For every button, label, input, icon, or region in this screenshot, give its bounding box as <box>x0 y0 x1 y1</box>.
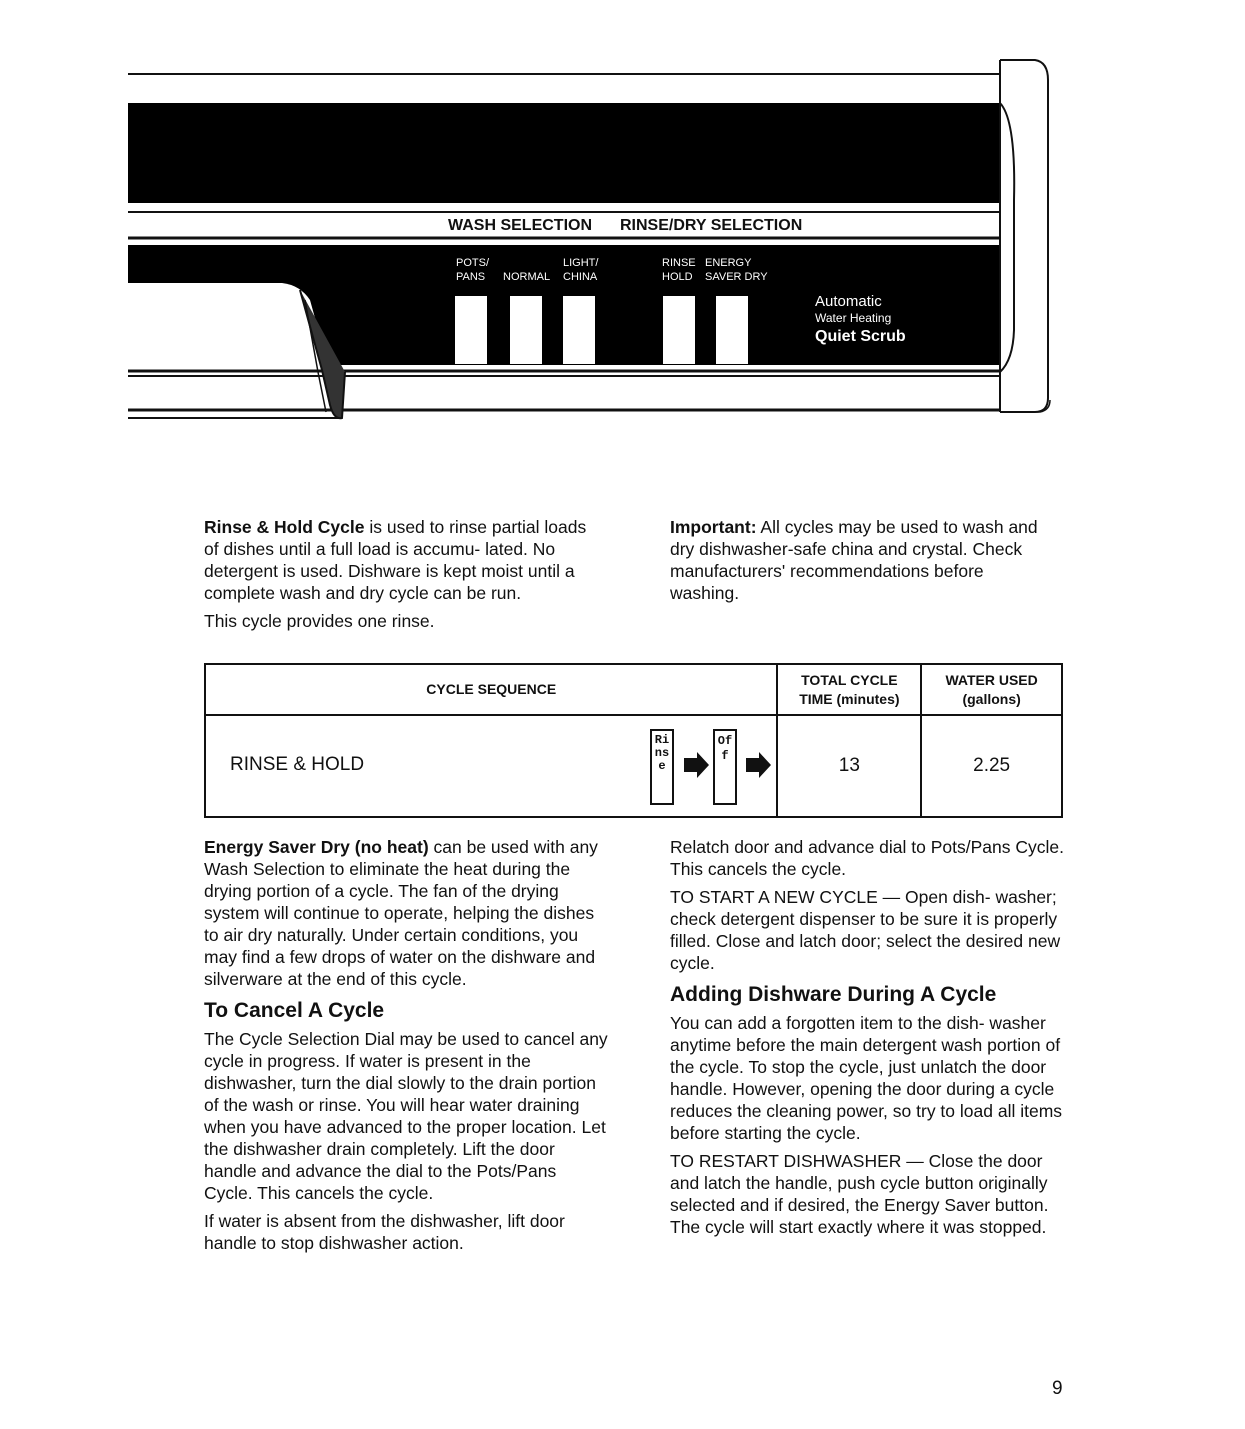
cancel-cycle-text: The Cycle Selection Dial may be used to cancel any cycle in progress. If water is present in the dishwasher, turn the dial slowly to the drain portion of the wash or rinse. You will hear water draining when you have advanced to the proper location. Let the dishwasher drain completely. Lift the door handle and advance the dial to the Pots/Pans Cycle. This cancels the cycle. <box>204 1029 608 1203</box>
brand-automatic: Automatic <box>815 293 882 310</box>
header-line2: (gallons) <box>962 690 1021 707</box>
rinse-hold-button[interactable] <box>663 296 695 364</box>
light-china-label <box>563 256 598 284</box>
energy-saver-dry-button[interactable] <box>716 296 748 364</box>
pots-pans-label <box>456 256 489 284</box>
rinse-hold-text: is used to rinse partial loads of dishes until a full load is accumu- lated. No detergent is used. Dishware is kept moist until a complete wash and dry cycle can be run. <box>204 517 587 603</box>
off-vertical-label: Off <box>717 734 733 763</box>
right-body-column <box>670 836 1070 1244</box>
normal-label <box>503 256 550 284</box>
brand-quiet-scrub <box>815 327 906 347</box>
header-cycle-sequence: CYCLE SEQUENCE <box>205 664 777 715</box>
adding-dishware-text: You can add a forgotten item to the dish- washer anytime before the main detergent wash portion of the cycle. To stop the cycle, just unlatch the door handle. However, opening the door during a cycle reduces the cleaning power, so try to load all items before starting the cycle. <box>670 1013 1063 1143</box>
rinse-dry-selection-label: RINSE/DRY SELECTION <box>620 217 803 234</box>
adding-dishware-heading: Adding Dishware During A Cycle <box>670 983 997 1006</box>
header-line2: TIME (minutes) <box>799 690 900 707</box>
water-absent-text: If water is absent from the dishwasher, lift door handle to stop dishwasher action. <box>204 1211 565 1253</box>
arrow-right-icon <box>746 752 771 778</box>
rinse-hold-paragraph <box>204 516 604 604</box>
brand-water-heating: Water Heating <box>815 311 892 325</box>
rinse-hold-label <box>662 256 696 284</box>
button-label-line1: RINSE <box>662 257 696 269</box>
brand-quiet: Quiet <box>815 328 856 345</box>
cycle-table <box>204 663 1063 818</box>
button-label-line2: NORMAL <box>503 271 551 283</box>
rinse-hold-text2: This cycle provides one rinse. <box>204 611 435 631</box>
arrow-right-icon <box>684 752 709 778</box>
button-label-line2: SAVER DRY <box>705 271 768 283</box>
header-line1: WATER USED <box>945 671 1038 688</box>
total-cycle-time-value: 13 <box>777 715 921 817</box>
energy-saver-text: can be used with any Wash Selection to eliminate the heat during the drying portion of a cycle. The fan of the drying system will continue to operate, helping the dishes to air dry naturally. Under certain conditions, you may find a few drops of water on the dishware and silverware at the end of this cycle. <box>204 837 598 989</box>
button-label-line1: LIGHT/ <box>563 257 599 269</box>
important-title: Important: <box>670 517 757 537</box>
energy-saver-dry-label <box>705 256 768 284</box>
rinse-vertical-label: Rinse <box>654 733 670 773</box>
light-china-button[interactable] <box>563 296 595 364</box>
cycle-sequence-cell <box>205 715 777 817</box>
button-label-line2: PANS <box>456 271 486 283</box>
button-label-line2: CHINA <box>563 271 598 283</box>
relatch-text: Relatch door and advance dial to Pots/Pans Cycle. This cancels the cycle. <box>670 837 1064 879</box>
cancel-cycle-heading: To Cancel A Cycle <box>204 999 385 1022</box>
button-label-line1 <box>503 256 550 270</box>
button-label-line1: POTS/ <box>456 257 490 269</box>
rinse-hold-title: Rinse & Hold Cycle <box>204 517 365 537</box>
button-label-line2: HOLD <box>662 271 693 283</box>
header-line1: TOTAL CYCLE <box>801 671 898 688</box>
energy-saver-title: Energy Saver Dry (no heat) <box>204 837 429 857</box>
water-used-value: 2.25 <box>921 715 1062 817</box>
important-note <box>670 516 1055 610</box>
header-water-used <box>921 664 1062 715</box>
button-label-line1: ENERGY <box>705 257 752 269</box>
normal-button[interactable] <box>510 296 542 364</box>
page-number: 9 <box>1052 1378 1063 1399</box>
important-paragraph <box>670 516 1055 604</box>
rinse-hold-description <box>204 516 604 638</box>
energy-saver-paragraph <box>204 836 609 990</box>
restart-text: TO RESTART DISHWASHER — Close the door and latch the handle, push cycle button originally selected and if desired, the Energy Saver button. The cycle will start exactly where it was stopped. <box>670 1151 1049 1237</box>
important-text: All cycles may be used to wash and dry dishwasher-safe china and crystal. Check manufacturers' recommendations before washing. <box>670 517 1038 603</box>
header-total-cycle-time <box>777 664 921 715</box>
left-body-column <box>204 836 609 1260</box>
wash-selection-label: WASH SELECTION <box>448 217 593 234</box>
brand-scrub: Scrub <box>860 328 906 345</box>
new-cycle-text: TO START A NEW CYCLE — Open dish- washer; check detergent dispenser to be sure it is properly filled. Close and latch door; select the desired new cycle. <box>670 887 1061 973</box>
row-name: RINSE & HOLD <box>230 754 365 775</box>
pots-pans-button[interactable] <box>455 296 487 364</box>
